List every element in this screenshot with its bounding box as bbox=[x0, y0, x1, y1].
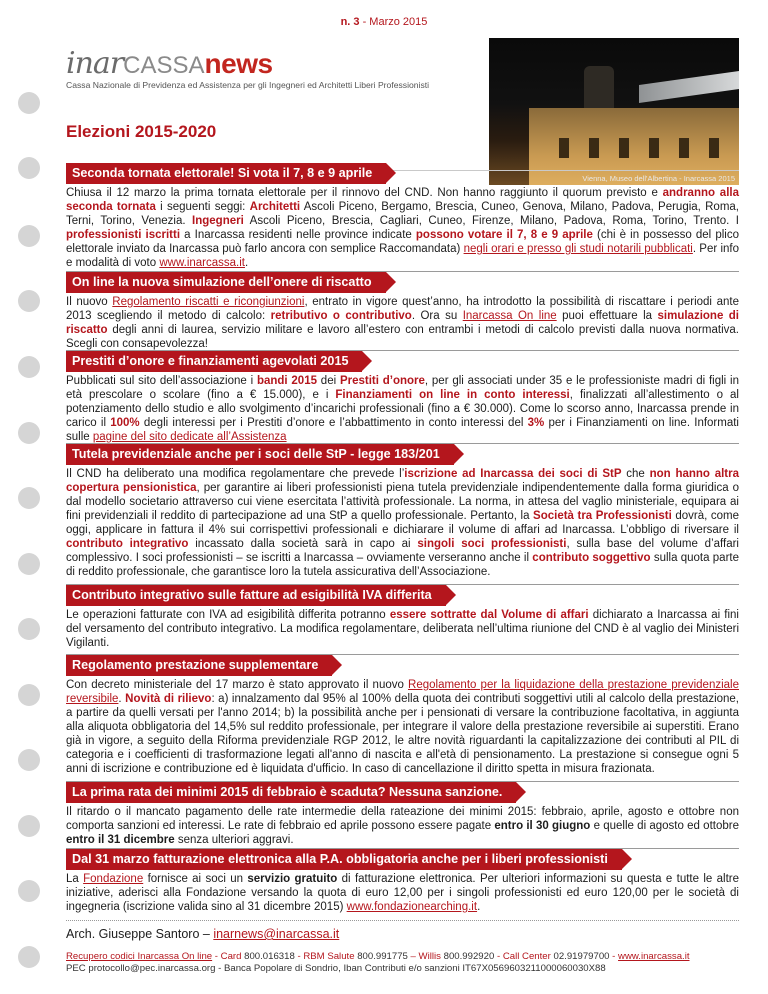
text: dei bbox=[317, 375, 340, 387]
text: Ascoli Piceno, Brescia, Cagliari, Cuneo, Firenze, Milano, Padova, Roma, Torino, Trento. I bbox=[243, 215, 739, 227]
website-link[interactable]: www.inarcassa.it bbox=[159, 257, 245, 269]
window-shape bbox=[679, 138, 689, 158]
binder-hole bbox=[18, 749, 40, 771]
emphasis: non hanno altra copertura pensionistica bbox=[66, 468, 739, 494]
text: dichiarato a Inarcassa ai fini del versamento del contributo integrativo. La modifica regolamentare, deliberata nell’ultima riunione del CND è al vaglio dei Ministeri Vigilanti. bbox=[66, 609, 739, 649]
website-link[interactable]: www.inarcassa.it bbox=[618, 951, 690, 962]
text: (chi è in possesso del plico elettorale inviato da Inarcassa può farlo ancora con semplice Raccomandata) bbox=[66, 229, 739, 255]
section-riscatto bbox=[66, 271, 739, 351]
emphasis: contributo integrativo bbox=[66, 538, 189, 550]
section-text bbox=[66, 467, 739, 579]
section-elections bbox=[66, 163, 739, 270]
text: . bbox=[244, 257, 249, 269]
window-shape bbox=[589, 138, 599, 158]
binder-hole bbox=[18, 487, 40, 509]
assistance-link[interactable]: pagine del sito dedicate all’Assistenza bbox=[92, 431, 287, 443]
text: dovrà, come oggi, applicare in fattura il 4% sui corrispettivi professionali e dichiarare il volume di affari ad Inarcassa. L’obbligo di riversare il bbox=[66, 510, 739, 536]
emphasis: Finanziamenti on line in conto interessi bbox=[335, 389, 570, 401]
section-title: Regolamento prestazione supplementare bbox=[66, 655, 332, 676]
text: : a) innalzamento dal 95% al 100% della quota dei contributi soggettivi utili al calcolo della prestazione, a partire da quelli versati per l'anno 2014; b) la possibilità anche per i pensionati di versare la contribuzione facoltativa, in aggiunta alla aliquota obbligatoria del 14,5% sul reddito professionale, per integrare il valore della prestazione reversibile ai superstiti. Erano già in vigore, a seguito della Riforma previdenziale RGP 2012, le altre novità riguardanti la capitalizzazione dei contributi al PIL di categoria e i coefficienti di trasformazione legati all'anno di nascita e all'età di pensionamento. La prestazione si consegue ogni 5 anni di iscrizione e contribuzione ed è liquidata d'ufficio. In caso di cancellazione il diritto spetta in misura frazionata. bbox=[66, 693, 740, 775]
section-text bbox=[66, 374, 739, 444]
section-text bbox=[66, 186, 739, 270]
text: La bbox=[66, 873, 84, 885]
emphasis: contributo soggettivo bbox=[532, 552, 651, 564]
section-iva bbox=[66, 584, 739, 650]
author-name: Arch. Giuseppe Santoro – bbox=[66, 927, 214, 941]
phone: 800.992920 bbox=[443, 951, 495, 962]
emphasis: Prestiti d’onore bbox=[339, 375, 425, 387]
page-title: Elezioni 2015-2020 bbox=[66, 122, 217, 141]
text: Ascoli Piceno, Bergamo, Brescia, Cuneo, Genova, Milano, Padova, Perugia, Roma, Terni, Torino, Venezia. bbox=[66, 201, 739, 227]
text: Con decreto ministeriale del 17 marzo è stato approvato il nuovo bbox=[66, 679, 409, 691]
text: , per garantire ai liberi professionisti piena tutela previdenziale indipendentemente dalla forma giuridica o dal modello societario attraverso cui viene esercitata l’attività professionale. La norma, in attesa del vaglio ministeriale, equipara ai fini previdenziali il reddito di partecipazione ad una StP a quello professionale. Pertanto, la bbox=[66, 482, 739, 522]
text: . Ora su bbox=[411, 310, 463, 322]
regulation-link[interactable]: Regolamento riscatti e ricongiunzioni bbox=[112, 296, 305, 308]
roof-shape bbox=[639, 71, 739, 103]
text: fornisce ai soci un bbox=[143, 873, 248, 885]
binder-hole bbox=[18, 684, 40, 706]
emphasis: Architetti bbox=[249, 201, 301, 213]
regulation-link[interactable]: Regolamento per la liquidazione della prestazione previdenziale reversibile bbox=[66, 679, 740, 705]
section-minimi bbox=[66, 781, 739, 847]
text: puoi effettuare la bbox=[556, 310, 658, 322]
emphasis: Ingegneri bbox=[192, 215, 244, 227]
footer bbox=[66, 951, 746, 975]
text: senza ulteriori aggravi. bbox=[174, 834, 294, 846]
text: per i Finanziamenti on line. Informati sulle bbox=[66, 417, 739, 443]
window-shape bbox=[709, 138, 719, 158]
emphasis: andranno alla seconda tornata bbox=[66, 187, 739, 213]
section-text bbox=[66, 295, 739, 351]
online-link[interactable]: Inarcassa On line bbox=[462, 310, 557, 322]
brand-cassa: CASSA bbox=[123, 52, 205, 79]
footer-line-bank: PEC protocollo@pec.inarcassa.org - Banca Popolare di Sondrio, Iban Contributi e/o sanzioni IT67X0569603211000060030X88 bbox=[66, 963, 606, 974]
emphasis: entro il 30 giugno bbox=[494, 820, 591, 832]
email-link[interactable]: inarnews@inarcassa.it bbox=[213, 927, 340, 941]
footer-line-contacts bbox=[66, 951, 746, 963]
section-title: Tutela previdenziale anche per i soci delle StP - legge 183/201 bbox=[66, 444, 454, 465]
binder-hole bbox=[18, 422, 40, 444]
issue-line bbox=[0, 16, 768, 28]
phone: 800.016318 bbox=[244, 951, 295, 962]
text: i seguenti seggi: bbox=[155, 201, 250, 213]
emphasis: servizio gratuito bbox=[247, 873, 338, 885]
text: . bbox=[477, 901, 481, 913]
binder-hole bbox=[18, 553, 40, 575]
section-prestazione bbox=[66, 654, 739, 776]
section-title: Prestiti d’onore e finanziamenti agevolati 2015 bbox=[66, 351, 362, 372]
binder-hole bbox=[18, 880, 40, 902]
emphasis: Società tra Professionisti bbox=[533, 510, 672, 522]
section-title: Dal 31 marzo fatturazione elettronica alla P.A. obbligatoria anche per i liberi professionisti bbox=[66, 849, 622, 870]
text: Il nuovo bbox=[66, 296, 113, 308]
notary-link[interactable]: negli orari e presso gli studi notarili pubblicati bbox=[463, 243, 693, 255]
emphasis: professionisti iscritti bbox=[66, 229, 181, 241]
window-shape bbox=[619, 138, 629, 158]
text: – Willis bbox=[407, 951, 444, 962]
emphasis: 3% bbox=[527, 417, 545, 429]
binder-hole bbox=[18, 815, 40, 837]
text: - RBM Salute bbox=[294, 951, 358, 962]
emphasis: iscrizione ad Inarcassa dei soci di StP bbox=[404, 468, 622, 480]
section-text bbox=[66, 678, 739, 776]
brand-inar: inar bbox=[66, 46, 124, 81]
text: degli anni di laurea, servizio militare e lavoro all’estero con entrambi i metodi di calcolo previsti dalla nuova normativa. Scegli con consapevolezza! bbox=[66, 324, 739, 350]
text: degli interessi per i Prestiti d’onore e l’abbattimento in conto interessi del bbox=[139, 417, 528, 429]
section-prestiti bbox=[66, 350, 739, 444]
text: sulla quota parte di reddito professionale, che garantisce loro la tutela assicurativa dell’Associazione. bbox=[66, 552, 739, 578]
text: a Inarcassa residenti nelle province indicate bbox=[180, 229, 416, 241]
section-fatturazione bbox=[66, 848, 739, 914]
text: che bbox=[621, 468, 650, 480]
text: , per gli associati under 35 e le professioniste madri di figli in età prescolare o scolare (fino a € 15.000), e i bbox=[66, 375, 739, 401]
section-title: La prima rata dei minimi 2015 di febbraio è scaduta? Nessuna sanzione. bbox=[66, 782, 516, 803]
section-text bbox=[66, 872, 739, 914]
window-shape bbox=[559, 138, 569, 158]
emphasis: retributivo o contributivo bbox=[270, 310, 412, 322]
issue-number: n. 3 bbox=[340, 16, 360, 28]
text: . bbox=[118, 693, 126, 705]
binder-hole bbox=[18, 618, 40, 640]
section-text bbox=[66, 805, 739, 847]
text: di fatturazione elettronica. Per ulteriori informazioni su questa e tutte le altre iniziative, aderisci alla Fondazione versando la quota di euro 12,00 per i singoli professionisti ed euro 120,00 per le società di ingegneria (iscrizione valida sino al 31 dicembre 2015) bbox=[66, 873, 739, 913]
text: Chiusa il 12 marzo la prima tornata elettorale per il rinnovo del CND. Non hanno raggiunto il quorum previsto e bbox=[66, 187, 663, 199]
section-title: On line la nuova simulazione dell’onere di riscatto bbox=[66, 272, 386, 293]
emphasis: simulazione di riscatto bbox=[66, 310, 739, 336]
text: , finalizzati all’allestimento o al potenziamento dello studio e allo svolgimento d’incarichi professionali (fino a € 30.000). Come lo scorso anno, Inarcassa prende in carico il bbox=[66, 389, 739, 429]
emphasis: essere sottratte dal Volume di affari bbox=[389, 609, 589, 621]
emphasis: Novità di rilievo bbox=[125, 693, 212, 705]
text: Il ritardo o il mancato pagamento delle rate intermedie della rateazione dei minimi 2015: febbraio, aprile, agosto e ottobre non comporta sanzioni ed interessi. Le rate di febbraio ed aprile possono essere pagate bbox=[66, 806, 739, 832]
codes-link[interactable]: Recupero codici Inarcassa On line bbox=[66, 951, 213, 962]
binder-hole bbox=[18, 946, 40, 968]
binder-hole bbox=[18, 157, 40, 179]
text: incassato dalla società sarà in capo ai bbox=[188, 538, 418, 550]
section-title: Seconda tornata elettorale! Si vota il 7, 8 e 9 aprile bbox=[66, 163, 386, 184]
text: - Card bbox=[212, 951, 245, 962]
tagline: Cassa Nazionale di Previdenza ed Assistenza per gli Ingegneri ed Architetti Liberi Professionisti bbox=[66, 80, 430, 90]
phone: 800.991775 bbox=[357, 951, 408, 962]
signature bbox=[66, 927, 339, 941]
text: . Per info e modalità di voto bbox=[66, 243, 739, 269]
binder-hole bbox=[18, 225, 40, 247]
binder-hole bbox=[18, 92, 40, 114]
text: , sulla base del volume d’affari complessivo. I soci professionisti – se iscritti a Inarcassa – ovviamente verseranno anche il bbox=[66, 538, 739, 564]
brand-news: news bbox=[204, 48, 273, 79]
text: - bbox=[609, 951, 619, 962]
section-stp bbox=[66, 443, 739, 579]
foundation-link[interactable]: Fondazione bbox=[83, 873, 144, 885]
emphasis: bandi 2015 bbox=[256, 375, 317, 387]
emphasis: possono votare il 7, 8 e 9 aprile bbox=[415, 229, 593, 241]
binder-hole bbox=[18, 356, 40, 378]
text: Le operazioni fatturate con IVA ad esigibilità differita potranno bbox=[66, 609, 390, 621]
text: , entrato in vigore quest’anno, ha introdotto la possibilità di riscattare i periodi ante 2013 scegliendo il metodo di calcolo: bbox=[66, 296, 739, 322]
text: e quelle di agosto ed ottobre bbox=[590, 820, 739, 832]
section-text bbox=[66, 608, 739, 650]
binder-hole bbox=[18, 290, 40, 312]
emphasis: 100% bbox=[110, 417, 140, 429]
section-title: Contributo integrativo sulle fatture ad esigibilità IVA differita bbox=[66, 585, 446, 606]
window-shape bbox=[649, 138, 659, 158]
statue-shape bbox=[584, 66, 614, 108]
photo-caption: Vienna, Museo dell'Albertina - Inarcassa 2015 bbox=[582, 174, 735, 183]
emphasis: singoli soci professionisti bbox=[417, 538, 567, 550]
foundation-website-link[interactable]: www.fondazionearching.it bbox=[346, 901, 478, 913]
phone: 02.91979700 bbox=[553, 951, 610, 962]
emphasis: entro il 31 dicembre bbox=[66, 834, 175, 846]
issue-date: - Marzo 2015 bbox=[359, 16, 428, 28]
divider bbox=[66, 920, 739, 921]
text: Il CND ha deliberato una modifica regolamentare che prevede l’ bbox=[66, 468, 405, 480]
text: Pubblicati sul sito dell’associazione i bbox=[66, 375, 257, 387]
text: - Call Center bbox=[494, 951, 554, 962]
